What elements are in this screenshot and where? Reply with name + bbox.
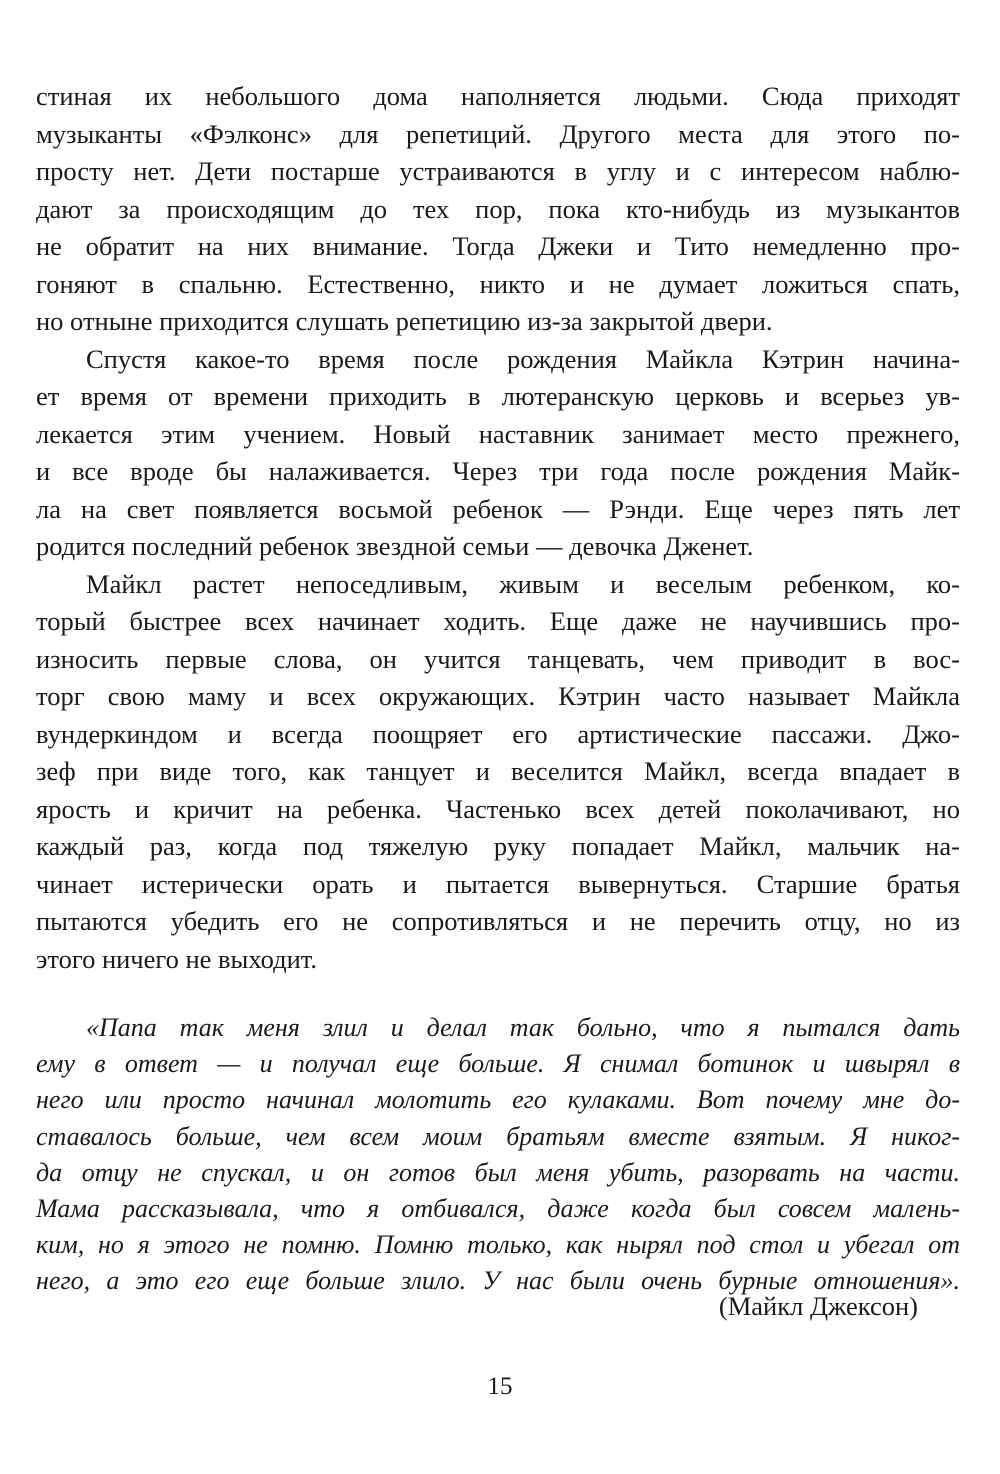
- text-line: зеф при виде того, как танцует и веселится Майкл, всегда впадает в: [36, 756, 960, 786]
- body-text: [36, 78, 960, 978]
- quote-line: него или просто начинал молотить его кулаками. Вот почему мне до-: [36, 1085, 960, 1115]
- text-line: не обратит на них внимание. Тогда Джеки и Тито немедленно про-: [36, 231, 960, 261]
- text-line: стиная их небольшого дома наполняется людьми. Сюда приходят: [36, 81, 960, 111]
- text-line: каждый раз, когда под тяжелую руку попадает Майкл, мальчик на-: [36, 831, 960, 861]
- quote-line: да отцу не спускал, и он готов был меня убить, разорвать на части.: [36, 1157, 960, 1187]
- text-line: торг свою маму и всех окружающих. Кэтрин часто называет Майкла: [36, 681, 960, 711]
- paragraph: [36, 341, 960, 566]
- quote-block: [36, 1010, 960, 1300]
- paragraph: [36, 566, 960, 979]
- text-line: просту нет. Дети постарше устраиваются в углу и с интересом наблю-: [36, 156, 960, 186]
- text-line: вундеркиндом и всегда поощряет его артистические пассажи. Джо-: [36, 718, 960, 749]
- quote-line: «Папа так меня злил и делал так больно, что я пытался дать: [86, 1013, 960, 1042]
- text-line: Майкл растет непоседливым, живым и веселым ребенком, ко-: [86, 568, 960, 599]
- paragraph: [36, 78, 960, 341]
- text-line: музыканты «Фэлконс» для репетиций. Другого места для этого по-: [36, 118, 960, 149]
- text-line: дают за происходящим до тех пор, пока кто-нибудь из музыкантов: [36, 193, 960, 224]
- text-line: пытаются убедить его не сопротивляться и не перечить отцу, но из: [36, 906, 960, 936]
- quote-line: ему в ответ — и получал еще больше. Я снимал ботинок и швырял в: [36, 1049, 960, 1079]
- text-line: этого ничего не выходит.: [36, 943, 317, 974]
- quote-line: ким, но я этого не помню. Помню только, как нырял под стол и убегал от: [36, 1230, 960, 1260]
- text-line: ла на свет появляется восьмой ребенок — Рэнди. Еще через пять лет: [36, 493, 960, 524]
- quote-line: него, а это его еще больше злило. У нас были очень бурные отношения».: [36, 1266, 960, 1296]
- quote-attribution: (Майкл Джексон): [718, 1291, 918, 1321]
- quote-line: ставалось больше, чем всем моим братьям вместе взятым. Я никог-: [36, 1121, 960, 1151]
- text-line: износить первые слова, он учится танцевать, чем приводит в вос-: [36, 643, 960, 674]
- text-line: Спустя какое-то время после рождения Майкла Кэтрин начина-: [86, 343, 960, 374]
- text-line: и все вроде бы налаживается. Через три года после рождения Майк-: [36, 456, 960, 486]
- text-line: гоняют в спальню. Естественно, никто и не думает ложиться спать,: [36, 268, 960, 299]
- text-line: но отныне приходится слушать репетицию из-за закрытой двери.: [36, 306, 773, 336]
- quote-line: Мама рассказывала, что я отбивался, даже когда был совсем малень-: [36, 1193, 960, 1223]
- text-line: ет время от времени приходить в лютеранскую церковь и всерьез ув-: [36, 381, 960, 411]
- text-line: торый быстрее всех начинает ходить. Еще даже не научившись про-: [36, 606, 960, 636]
- text-line: чинает истерически орать и пытается вывернуться. Старшие братья: [36, 868, 960, 899]
- page-number: 15: [487, 1373, 513, 1400]
- text-line: родится последний ребенок звездной семьи — девочка Дженет.: [36, 531, 754, 561]
- text-line: ярость и кричит на ребенка. Частенько всех детей поколачивают, но: [36, 793, 960, 824]
- text-line: лекается этим учением. Новый наставник занимает место прежнего,: [36, 418, 960, 449]
